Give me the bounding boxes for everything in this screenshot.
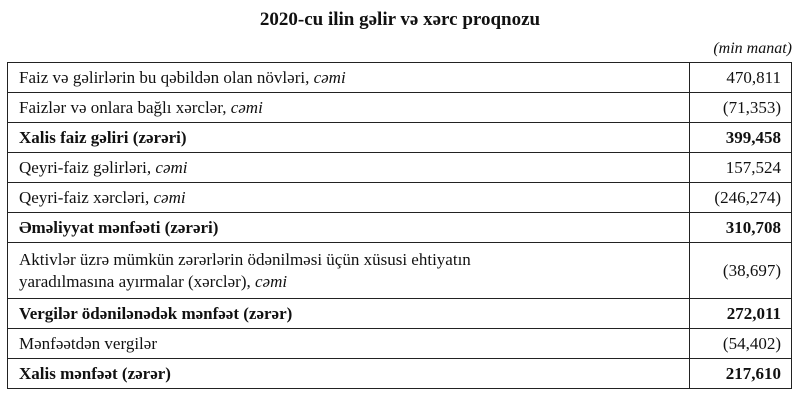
unit-label: (min manat)	[713, 40, 792, 57]
row-label: Vergilər ödənilənədək mənfəət (zərər)	[8, 299, 690, 329]
table-row	[8, 243, 792, 299]
row-value: (38,697)	[690, 243, 792, 299]
row-label: Əməliyyat mənfəəti (zərəri)	[8, 213, 690, 243]
row-label: Faiz və gəlirlərin bu qəbildən olan növləri, cəmi	[8, 63, 690, 93]
row-label: Xalis mənfəət (zərər)	[8, 359, 690, 389]
row-value: 470,811	[690, 63, 792, 93]
table-row-total	[8, 123, 792, 153]
row-value: 157,524	[690, 153, 792, 183]
row-value: (246,274)	[690, 183, 792, 213]
table-row-total	[8, 213, 792, 243]
row-value: (54,402)	[690, 329, 792, 359]
table-row	[8, 329, 792, 359]
row-label: Aktivlər üzrə mümkün zərərlərin ödənilməsi üçün xüsusi ehtiyatın yaradılmasına ayırmalar (xərclər), cəmi	[8, 243, 690, 299]
row-value: 217,610	[690, 359, 792, 389]
row-value: (71,353)	[690, 93, 792, 123]
row-label: Faizlər və onlara bağlı xərclər, cəmi	[8, 93, 690, 123]
row-label: Qeyri-faiz xərcləri, cəmi	[8, 183, 690, 213]
row-value: 399,458	[690, 123, 792, 153]
row-label: Mənfəətdən vergilər	[8, 329, 690, 359]
table-row	[8, 153, 792, 183]
forecast-table	[7, 62, 792, 389]
page-title: 2020-cu ilin gəlir və xərc proqnozu	[259, 9, 541, 30]
row-label: Qeyri-faiz gəlirləri, cəmi	[8, 153, 690, 183]
table-row-total	[8, 299, 792, 329]
row-value: 272,011	[690, 299, 792, 329]
table-row-total	[8, 359, 792, 389]
row-label: Xalis faiz gəliri (zərəri)	[8, 123, 690, 153]
table-row	[8, 63, 792, 93]
table-row	[8, 93, 792, 123]
row-value: 310,708	[690, 213, 792, 243]
table-row	[8, 183, 792, 213]
